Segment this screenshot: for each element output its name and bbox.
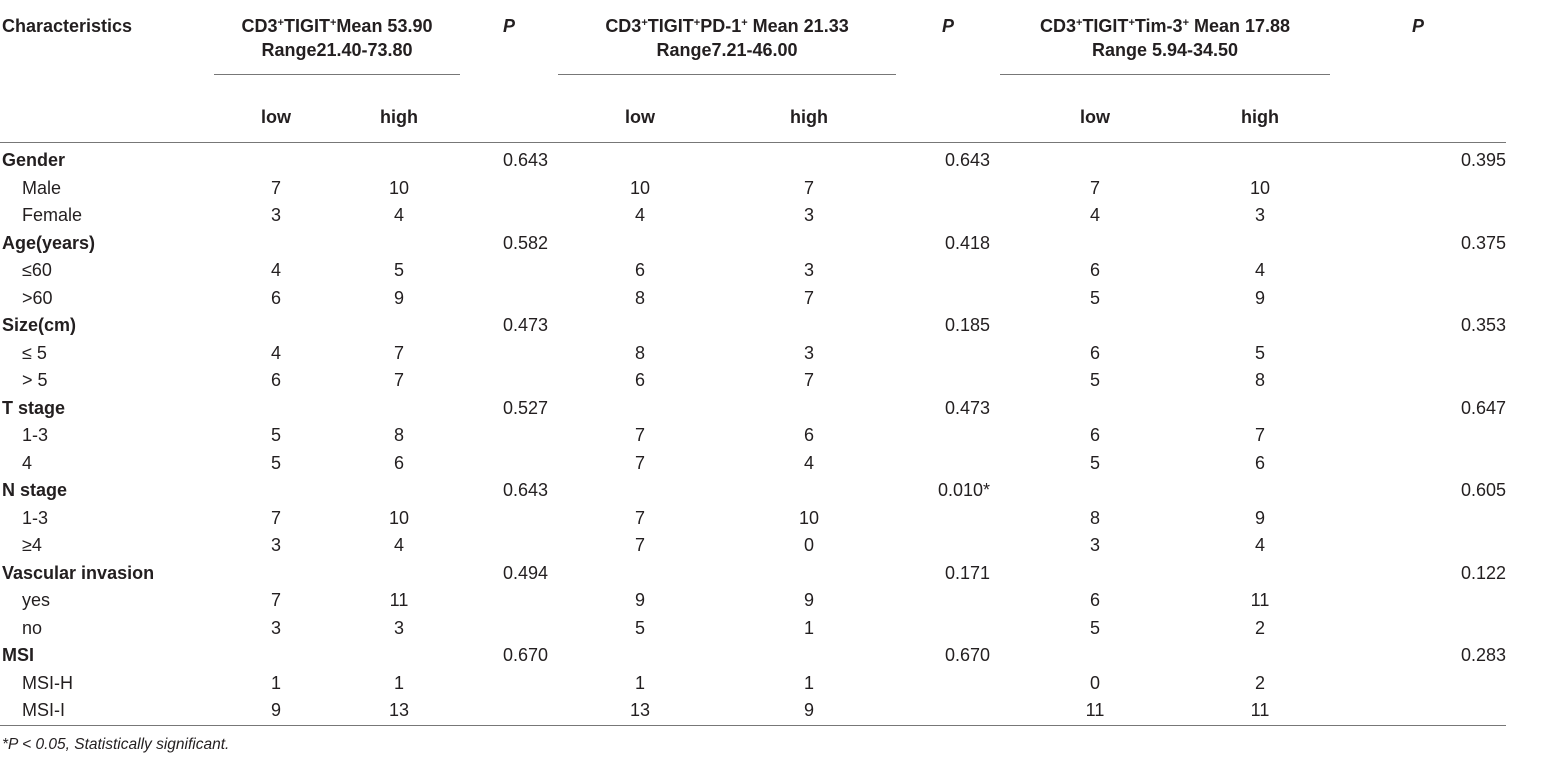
p-value: 0.670 bbox=[944, 645, 991, 666]
p-value: 0.122 bbox=[1460, 562, 1507, 583]
count-low: 6 bbox=[1090, 590, 1101, 611]
count-low: 3 bbox=[270, 205, 281, 226]
count-low: 3 bbox=[270, 617, 281, 638]
header-p-tim3: P bbox=[1412, 16, 1425, 36]
p-value: 0.643 bbox=[944, 150, 991, 171]
count-high: 11 bbox=[389, 590, 409, 611]
count-low: 0 bbox=[1090, 672, 1101, 693]
p-value: 0.353 bbox=[1460, 315, 1507, 336]
count-high: 5 bbox=[394, 260, 405, 281]
count-low: 7 bbox=[1090, 177, 1101, 198]
count-high: 6 bbox=[1255, 452, 1266, 473]
count-high: 2 bbox=[1255, 672, 1266, 693]
header-group-tigit: CD3+TIGIT+Mean 53.90 Range21.40-73.80 bbox=[214, 0, 460, 92]
count-low: 3 bbox=[270, 535, 281, 556]
table-row bbox=[0, 670, 1560, 698]
count-low: 9 bbox=[214, 697, 338, 725]
count-high: 10 bbox=[1250, 177, 1271, 198]
table-row bbox=[0, 312, 1560, 340]
row-label: >60 bbox=[22, 287, 53, 308]
row-label: ≤60 bbox=[22, 260, 52, 281]
count-low: 4 bbox=[270, 342, 281, 363]
count-low: 11 bbox=[1000, 697, 1190, 725]
p-value: 0.473 bbox=[502, 315, 549, 336]
count-high: 9 bbox=[394, 287, 405, 308]
count-low: 6 bbox=[635, 260, 646, 281]
table-row bbox=[0, 202, 1560, 230]
count-low: 7 bbox=[270, 177, 281, 198]
count-high: 8 bbox=[394, 425, 405, 446]
header-low: low bbox=[214, 92, 338, 143]
count-low: 13 bbox=[558, 697, 722, 725]
count-high: 6 bbox=[804, 425, 815, 446]
row-label: 1-3 bbox=[22, 507, 49, 528]
table-row bbox=[0, 367, 1560, 395]
count-low: 4 bbox=[270, 260, 281, 281]
count-high: 7 bbox=[804, 370, 815, 391]
row-label: ≥4 bbox=[22, 535, 42, 556]
count-high: 9 bbox=[722, 697, 896, 725]
count-high: 7 bbox=[394, 370, 405, 391]
header-low: low bbox=[558, 92, 722, 143]
p-value: 0.185 bbox=[944, 315, 991, 336]
count-high: 9 bbox=[804, 590, 815, 611]
row-label: no bbox=[22, 617, 43, 638]
count-low: 6 bbox=[270, 287, 281, 308]
table-row bbox=[0, 143, 1560, 175]
count-high: 4 bbox=[394, 535, 405, 556]
row-label: N stage bbox=[2, 480, 68, 501]
p-value: 0.527 bbox=[502, 397, 549, 418]
count-high: 7 bbox=[394, 342, 405, 363]
count-high: 0 bbox=[804, 535, 815, 556]
row-label: 1-3 bbox=[22, 425, 49, 446]
table-row bbox=[0, 175, 1560, 203]
header-group-tigit-tim3: CD3+TIGIT+Tim-3+ Mean 17.88 Range 5.94-34.50 bbox=[1000, 0, 1330, 92]
row-label: 4 bbox=[22, 452, 33, 473]
count-high: 4 bbox=[394, 205, 405, 226]
row-label: MSI-I bbox=[0, 697, 214, 725]
count-low: 5 bbox=[1090, 370, 1101, 391]
p-value: 0.647 bbox=[1460, 397, 1507, 418]
table-row bbox=[0, 450, 1560, 478]
p-value: 0.375 bbox=[1460, 232, 1507, 253]
count-high: 3 bbox=[804, 205, 815, 226]
count-high: 3 bbox=[804, 342, 815, 363]
count-high: 1 bbox=[804, 617, 815, 638]
footnote: *P < 0.05, Statistically significant. bbox=[2, 736, 230, 753]
row-label: Size(cm) bbox=[2, 315, 77, 336]
count-high: 1 bbox=[804, 672, 815, 693]
count-low: 8 bbox=[1090, 507, 1101, 528]
row-label: MSI bbox=[2, 645, 35, 666]
table-row bbox=[0, 505, 1560, 533]
count-low: 6 bbox=[270, 370, 281, 391]
p-value: 0.395 bbox=[1460, 150, 1507, 171]
count-low: 7 bbox=[635, 425, 646, 446]
count-high: 3 bbox=[1255, 205, 1266, 226]
count-low: 6 bbox=[635, 370, 646, 391]
count-high: 10 bbox=[388, 177, 410, 198]
count-high: 2 bbox=[1255, 617, 1266, 638]
count-low: 7 bbox=[270, 507, 281, 528]
count-low: 6 bbox=[1090, 342, 1101, 363]
table-row bbox=[0, 340, 1560, 368]
row-label: Male bbox=[22, 177, 62, 198]
p-value: 0.582 bbox=[502, 232, 549, 253]
count-high: 4 bbox=[804, 452, 815, 473]
table-row bbox=[0, 532, 1560, 560]
count-low: 10 bbox=[630, 177, 651, 198]
table-row bbox=[0, 422, 1560, 450]
count-high: 10 bbox=[799, 507, 820, 528]
table-row bbox=[0, 560, 1560, 588]
table-row bbox=[0, 395, 1560, 423]
header-high: high bbox=[722, 92, 896, 143]
count-high: 7 bbox=[804, 287, 815, 308]
count-low: 7 bbox=[635, 535, 646, 556]
count-low: 5 bbox=[270, 425, 281, 446]
header-high: high bbox=[1190, 92, 1330, 143]
row-label: MSI-H bbox=[22, 672, 73, 693]
table-row bbox=[0, 257, 1560, 285]
count-high: 8 bbox=[1255, 370, 1266, 391]
row-label: yes bbox=[22, 590, 51, 611]
table-row bbox=[0, 230, 1560, 258]
row-label: Vascular invasion bbox=[2, 562, 155, 583]
p-value: 0.643 bbox=[502, 150, 549, 171]
count-high: 13 bbox=[338, 697, 460, 725]
count-low: 5 bbox=[1090, 452, 1101, 473]
table-row bbox=[0, 285, 1560, 313]
count-high: 6 bbox=[394, 452, 405, 473]
p-value: 0.473 bbox=[944, 397, 991, 418]
count-high: 5 bbox=[1255, 342, 1266, 363]
count-low: 5 bbox=[270, 452, 281, 473]
p-value: 0.171 bbox=[944, 562, 991, 583]
row-label: Age(years) bbox=[2, 232, 96, 253]
count-low: 9 bbox=[635, 590, 646, 611]
count-low: 7 bbox=[270, 590, 281, 611]
count-low: 5 bbox=[1090, 617, 1101, 638]
table-row bbox=[0, 587, 1560, 615]
count-low: 1 bbox=[635, 672, 646, 693]
table-row bbox=[0, 697, 1560, 725]
p-value: 0.670 bbox=[502, 645, 549, 666]
p-value: 0.418 bbox=[944, 232, 991, 253]
p-value: 0.283 bbox=[1460, 645, 1507, 666]
p-value: 0.494 bbox=[502, 562, 549, 583]
count-high: 11 bbox=[1250, 590, 1270, 611]
count-high: 7 bbox=[804, 177, 815, 198]
count-low: 8 bbox=[635, 342, 646, 363]
header-group-tigit-pd1: CD3+TIGIT+PD-1+ Mean 21.33 Range7.21-46.00 bbox=[558, 0, 896, 92]
row-label: Gender bbox=[2, 150, 66, 171]
table-row bbox=[0, 642, 1560, 670]
header-p-tigit: P bbox=[503, 16, 516, 36]
header-characteristics: Characteristics bbox=[2, 16, 133, 36]
count-low: 4 bbox=[1090, 205, 1101, 226]
header-low: low bbox=[1000, 92, 1190, 143]
p-value: 0.605 bbox=[1460, 480, 1507, 501]
row-label: T stage bbox=[2, 397, 66, 418]
p-value: 0.010* bbox=[937, 480, 991, 501]
count-high: 7 bbox=[1255, 425, 1266, 446]
p-value: 0.643 bbox=[502, 480, 549, 501]
header-high: high bbox=[338, 92, 460, 143]
count-low: 1 bbox=[270, 672, 281, 693]
count-high: 9 bbox=[1255, 507, 1266, 528]
row-label: Female bbox=[22, 205, 83, 226]
count-low: 3 bbox=[1090, 535, 1101, 556]
count-high: 3 bbox=[394, 617, 405, 638]
row-label: ≤ 5 bbox=[22, 342, 47, 363]
header-p-pd1: P bbox=[942, 16, 955, 36]
count-high: 4 bbox=[1255, 535, 1266, 556]
count-high: 10 bbox=[388, 507, 410, 528]
count-low: 6 bbox=[1090, 260, 1101, 281]
count-high: 3 bbox=[804, 260, 815, 281]
table-row bbox=[0, 615, 1560, 643]
count-high: 11 bbox=[1190, 697, 1330, 725]
count-low: 7 bbox=[635, 452, 646, 473]
count-high: 1 bbox=[394, 672, 405, 693]
table-row bbox=[0, 477, 1560, 505]
count-high: 9 bbox=[1255, 287, 1266, 308]
count-low: 6 bbox=[1090, 425, 1101, 446]
count-low: 5 bbox=[635, 617, 646, 638]
count-low: 8 bbox=[635, 287, 646, 308]
row-label: > 5 bbox=[22, 370, 48, 391]
count-low: 5 bbox=[1090, 287, 1101, 308]
count-high: 4 bbox=[1255, 260, 1266, 281]
count-low: 4 bbox=[635, 205, 646, 226]
count-low: 7 bbox=[635, 507, 646, 528]
